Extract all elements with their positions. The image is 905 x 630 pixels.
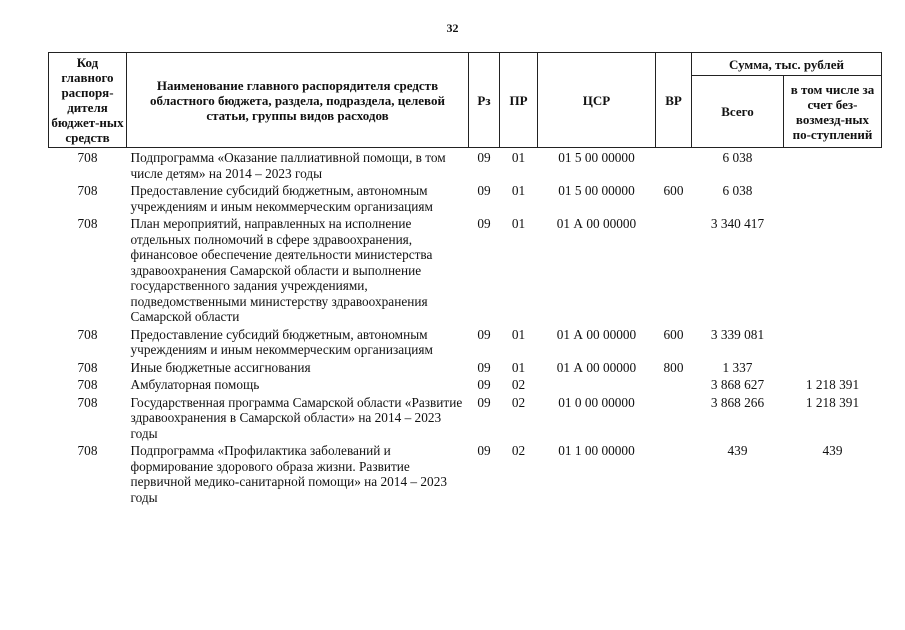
row-csr: 01 0 00 00000 xyxy=(558,394,635,410)
table-row xyxy=(49,183,882,216)
row-csr xyxy=(538,377,656,395)
row-code: 708 xyxy=(77,377,98,392)
row-code: 708 xyxy=(77,359,98,375)
row-pr: 01 xyxy=(511,216,526,231)
table-header xyxy=(49,53,882,148)
row-name: Предоставление субсидий бюджетным, автономным учреждениям и иным некоммерческим организациям xyxy=(130,183,433,214)
row-extra xyxy=(784,360,882,378)
row-csr: 01 А 00 00000 xyxy=(556,326,637,342)
row-rz: 09 xyxy=(477,326,491,342)
row-name: Амбулаторная помощь xyxy=(130,377,260,392)
row-extra xyxy=(784,216,882,327)
row-extra xyxy=(784,327,882,360)
row-vr: 800 xyxy=(663,359,684,375)
row-vr: 600 xyxy=(663,326,684,342)
table-row xyxy=(49,443,882,507)
row-pr: 02 xyxy=(511,443,526,458)
row-rz: 09 xyxy=(477,377,491,392)
budget-table xyxy=(48,52,882,507)
row-pr: 02 xyxy=(511,394,526,410)
row-extra: 1 218 391 xyxy=(805,377,860,392)
row-csr: 01 1 00 00000 xyxy=(558,443,635,458)
row-vr xyxy=(656,377,692,395)
header-csr: ЦСР xyxy=(538,53,656,148)
row-name: Подпрограмма «Профилактика заболеваний и формирование здорового образа жизни. Развитие первичной медико-санитарной помощи» на 2014 – 2023 годы xyxy=(130,443,447,505)
row-extra xyxy=(784,183,882,216)
row-total: 6 038 xyxy=(722,150,753,165)
header-name: Наименование главного распорядителя средств областного бюджета, раздела, подраздела, целевой статьи, группы видов расходов xyxy=(127,53,469,148)
table-row xyxy=(49,395,882,444)
header-code: Код главного распоря-дителя бюджет-ных средств xyxy=(49,53,127,148)
row-code: 708 xyxy=(77,150,98,165)
page-number: 32 xyxy=(446,21,459,35)
row-name: Иные бюджетные ассигнования xyxy=(130,359,311,375)
row-name: Предоставление субсидий бюджетным, автономным учреждениям и иным некоммерческим организациям xyxy=(130,326,433,357)
row-code: 708 xyxy=(77,326,98,342)
row-vr xyxy=(656,148,692,184)
table-row xyxy=(49,216,882,327)
row-total: 3 868 266 xyxy=(710,394,765,410)
row-rz: 09 xyxy=(477,394,491,410)
row-rz: 09 xyxy=(477,359,491,375)
row-name: Государственная программа Самарской области «Развитие здравоохранения в Самарской области» на 2014 – 2023 годы xyxy=(130,394,463,441)
row-csr: 01 А 00 00000 xyxy=(556,359,637,375)
table-row xyxy=(49,148,882,184)
row-csr: 01 А 00 00000 xyxy=(556,216,637,231)
row-total: 3 868 627 xyxy=(710,377,765,392)
header-vr: ВР xyxy=(656,53,692,148)
row-csr: 01 5 00 00000 xyxy=(558,150,635,165)
row-vr: 600 xyxy=(663,183,684,198)
row-code: 708 xyxy=(77,183,98,198)
row-rz: 09 xyxy=(477,150,491,165)
row-pr: 01 xyxy=(511,183,526,198)
row-rz: 09 xyxy=(477,443,491,458)
header-sum: Сумма, тыс. рублей xyxy=(692,53,882,76)
table-body xyxy=(49,148,882,508)
row-name: Подпрограмма «Оказание паллиативной помощи, в том числе детям» на 2014 – 2023 годы xyxy=(130,150,446,181)
row-rz: 09 xyxy=(477,216,491,231)
row-pr: 01 xyxy=(511,326,526,342)
row-total: 1 337 xyxy=(722,359,753,375)
row-total: 6 038 xyxy=(722,183,753,198)
row-total: 3 340 417 xyxy=(710,216,765,231)
table-row xyxy=(49,327,882,360)
header-extra: в том числе за счет без-возмезд-ных по-ступлений xyxy=(784,76,882,148)
header-rz: Рз xyxy=(469,53,500,148)
table-row xyxy=(49,377,882,395)
row-pr: 02 xyxy=(511,377,526,392)
row-total: 439 xyxy=(727,443,748,458)
header-total: Всего xyxy=(692,76,784,148)
row-total: 3 339 081 xyxy=(710,326,765,342)
row-rz: 09 xyxy=(477,183,491,198)
row-code: 708 xyxy=(77,443,98,458)
row-vr xyxy=(656,443,692,507)
row-pr: 01 xyxy=(511,359,526,375)
row-vr xyxy=(656,395,692,444)
table-row xyxy=(49,360,882,378)
row-code: 708 xyxy=(77,216,98,231)
row-extra: 439 xyxy=(822,443,843,458)
row-extra xyxy=(784,148,882,184)
row-name: План мероприятий, направленных на исполнение отдельных полномочий в сфере здравоохранения, финансовое обеспечение деятельности министерства здравоохранения Самарской области и выполнение государственного задания учреждениями, подведомственными министерству здравоохранения Самарской области xyxy=(130,216,433,324)
row-csr: 01 5 00 00000 xyxy=(558,183,635,198)
row-pr: 01 xyxy=(511,150,526,165)
row-extra: 1 218 391 xyxy=(805,394,860,410)
row-vr xyxy=(656,216,692,327)
row-code: 708 xyxy=(77,394,98,410)
header-pr: ПР xyxy=(500,53,538,148)
